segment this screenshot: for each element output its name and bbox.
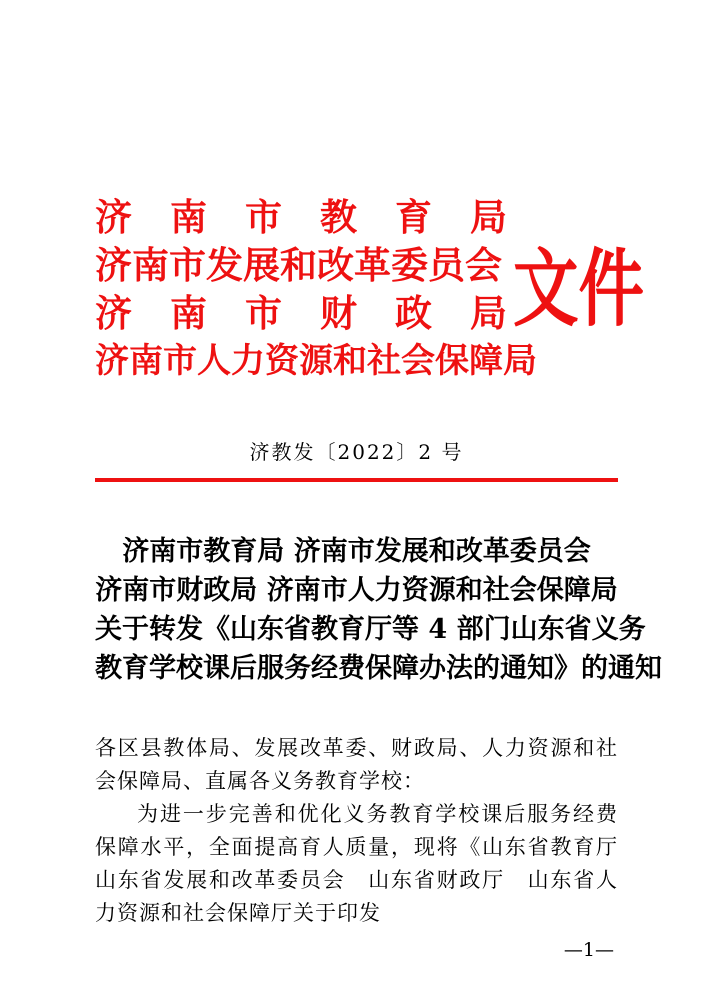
agency-names-block — [95, 193, 537, 385]
document-number: 济教发〔2022〕2 号 — [249, 440, 464, 464]
document-body — [95, 732, 640, 930]
title-line: 关于转发《山东省教育厅等 4 部门山东省义务 — [95, 614, 646, 645]
title-line: 教育学校课后服务经费保障办法的通知》的通知 — [95, 653, 662, 684]
body-paragraph: 为进一步完善和优化义务教育学校课后服务经费保障水平，全面提高育人质量，现将《山东省教育厅 山东省发展和改革委员会 山东省财政厅 山东省人力资源和社会保障厅关于印发 — [95, 802, 640, 925]
agency-line-finance-bureau: 济南市财政局 — [95, 291, 507, 335]
title-line: 济南市财政局 济南市人力资源和社会保障局 — [95, 575, 618, 606]
agency-line-education-bureau: 济南市教育局 — [95, 195, 507, 239]
salutation-line: 各区县教体局、发展改革委、财政局、人力资源和社会保障局、直属各义务教育学校： — [95, 736, 618, 793]
document-title — [95, 532, 662, 688]
agency-line-development-reform-commission: 济南市发展和改革委员会 — [95, 243, 502, 287]
agency-line-human-resources-bureau: 济南市人力资源和社会保障局 — [95, 341, 537, 381]
red-separator-line — [95, 478, 618, 482]
letterhead-doc-word: 文件 — [513, 239, 645, 338]
letterhead — [95, 193, 645, 385]
page-number: —1— — [563, 939, 614, 961]
title-line: 济南市教育局 济南市发展和改革委员会 — [122, 536, 591, 567]
